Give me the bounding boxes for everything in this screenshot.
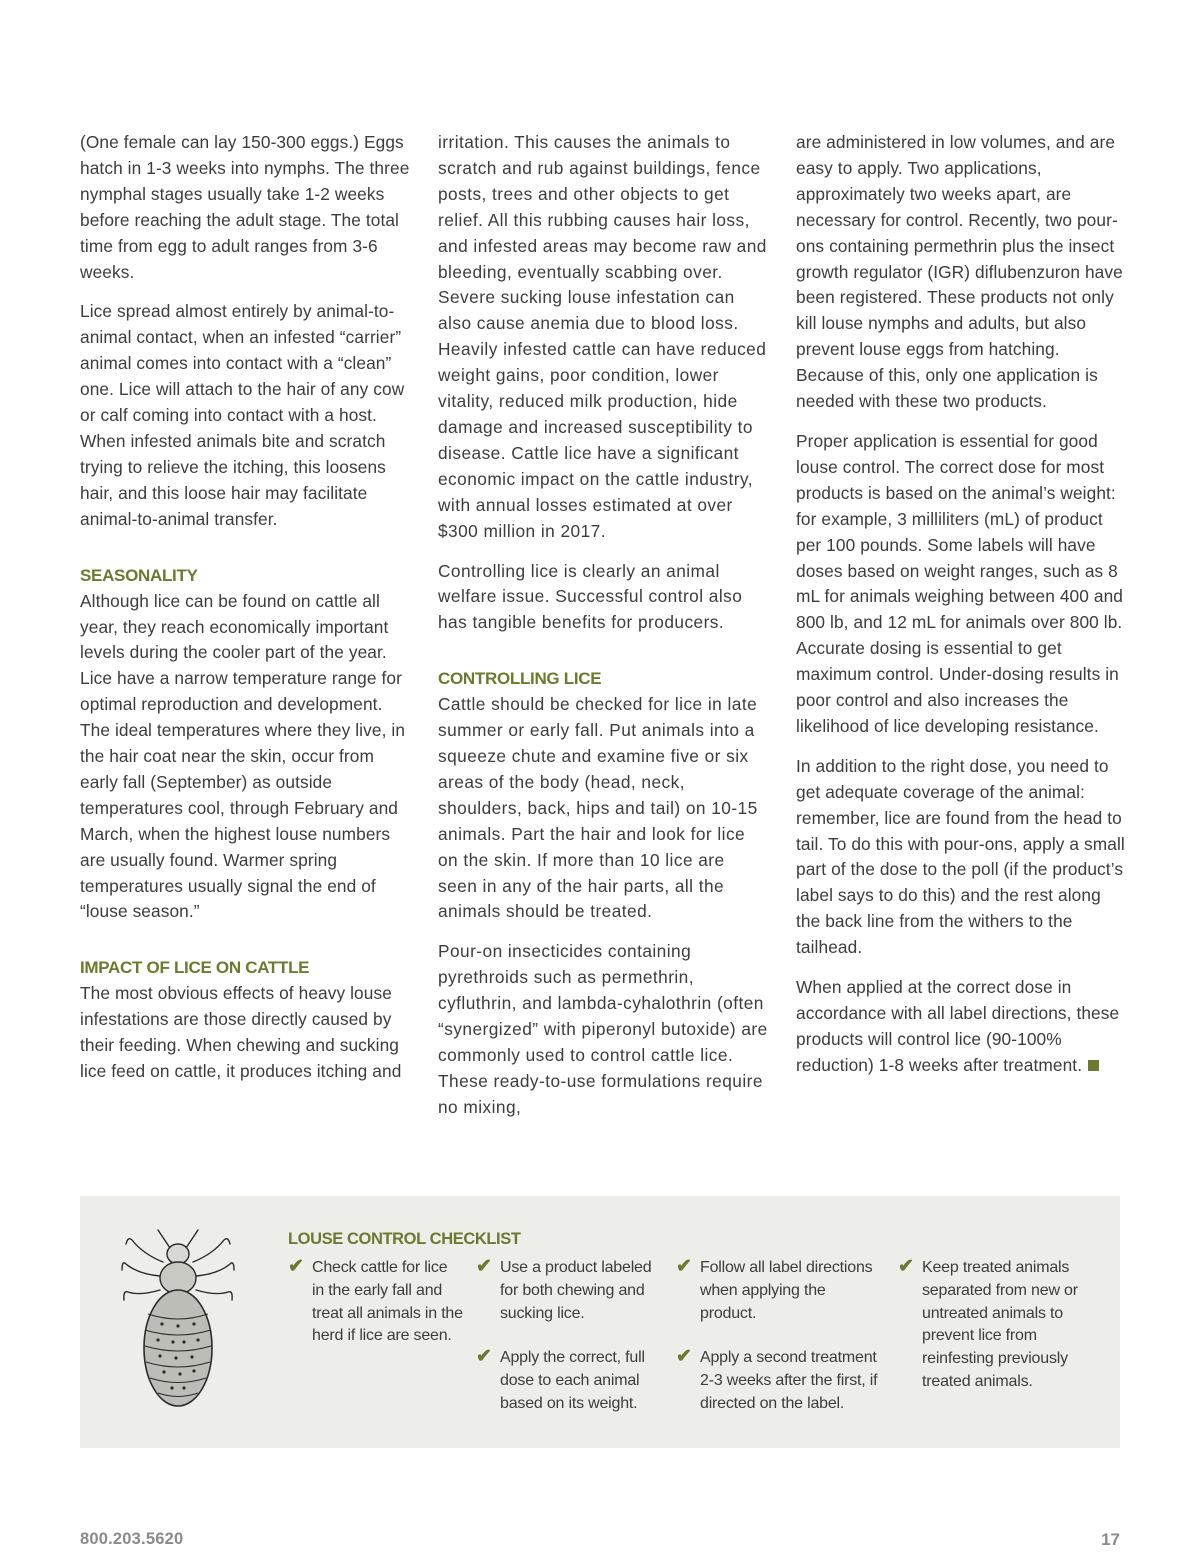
checklist-item-text: Follow all label directions when applying the product. xyxy=(700,1259,873,1322)
checklist-item-text: Keep treated animals separated from new or untreated animals to prevent lice from reinfesting previously treated animals. xyxy=(922,1259,1078,1390)
checkmark-icon: ✔ xyxy=(476,1346,492,1368)
checkmark-icon: ✔ xyxy=(288,1256,304,1277)
checklist-title: LOUSE CONTROL CHECKLIST xyxy=(288,1230,521,1248)
checklist-item-text: Use a product labeled for both chewing and sucking lice. xyxy=(500,1259,652,1322)
checkmark-icon: ✔ xyxy=(676,1256,692,1277)
paragraph: are administered in low volumes, and are easy to apply. Two applications, approximately two weeks apart, are necessary for control. Recently, two pour-ons containing permethrin plus the insect growth regulator (IGR) diflubenzuron have been registered. These products not only kill louse nymphs and adults, but also prevent louse eggs from hatching. Because of this, only one application is needed with these two products. xyxy=(796,132,1123,412)
page-number: 17 xyxy=(1101,1530,1120,1549)
section-heading-controlling: CONTROLLING LICE xyxy=(438,669,602,689)
paragraph: Pour-on insecticides containing pyrethroids such as permethrin, cyfluthrin, and lambda-cyhalothrin (often “synergized” with piperonyl butoxide) are commonly used to control cattle lice. These ready-to-use formulations require no mixing, xyxy=(438,941,768,1117)
checkmark-icon: ✔ xyxy=(676,1346,692,1368)
section-heading-seasonality: SEASONALITY xyxy=(80,565,198,585)
checklist-column-3 xyxy=(676,1257,886,1429)
footer-phone-number: 800.203.5620 xyxy=(80,1530,184,1548)
checklist-panel xyxy=(80,1196,1120,1448)
article-column-2 xyxy=(438,130,768,1135)
paragraph: Lice spread almost entirely by animal-to-animal contact, when an infested “carrier” animal comes into contact with a “clean” one. Lice will attach to the hair of any cow or calf coming into contact with a host. When infested animals bite and scratch trying to relieve the itching, this loosens hair, and this loose hair may facilitate animal-to-animal transfer. xyxy=(80,301,405,529)
paragraph: (One female can lay 150-300 eggs.) Eggs hatch in 1-3 weeks into nymphs. The three nymphal stages usually take 1-2 weeks before reaching the adult stage. The total time from egg to adult ranges from 3-6 weeks. xyxy=(80,132,410,282)
checklist-column-1 xyxy=(288,1257,463,1361)
paragraph: The most obvious effects of heavy louse infestations are those directly caused by their feeding. When chewing and sucking lice feed on cattle, it produces itching and xyxy=(80,983,402,1082)
paragraph: Proper application is essential for good louse control. The correct dose for most products is based on the animal’s weight: for example, 3 milliliters (mL) of product per 100 pounds. Some labels will have doses based on weight ranges, such as 8 mL for animals weighing between 400 and 800 lb, and 12 mL for animals over 800 lb. Accurate dosing is essential to get maximum control. Under-dosing results in poor control and also increases the likelihood of lice developing resistance. xyxy=(796,430,1124,736)
paragraph: In addition to the right dose, you need to get adequate coverage of the animal: remember, lice are found from the head to tail. To do this with pour-ons, apply a small part of the dose to the poll (if the product’s label says to do this) and the rest along the back line from the withers to the tailhead. xyxy=(796,755,1125,958)
section-heading-impact: IMPACT OF LICE ON CATTLE xyxy=(80,958,310,978)
article-column-3 xyxy=(796,130,1126,1093)
checklist-item xyxy=(676,1257,886,1325)
checklist-item xyxy=(476,1347,661,1415)
checklist-item-text: Apply the correct, full dose to each animal based on its weight. xyxy=(500,1349,645,1412)
paragraph: irritation. This causes the animals to scratch and rub against buildings, fence posts, trees and other objects to get relief. All this rubbing causes hair loss, and infested areas may become raw and bleeding, eventually scabbing over. Severe sucking louse infestation can also cause anemia due to blood loss. Heavily infested cattle can have reduced weight gains, poor condition, lower vitality, reduced milk production, hide damage and increased susceptibility to disease. Cattle lice have a significant economic impact on the cattle industry, with annual losses estimated at over $300 million in 2017. xyxy=(438,132,767,541)
paragraph-final xyxy=(796,975,1126,1079)
checklist-item xyxy=(676,1347,886,1415)
article-column-1 xyxy=(80,130,410,1099)
paragraph: Although lice can be found on cattle all year, they reach economically important levels during the cooler part of the year. Lice have a narrow temperature range for optimal reproduction and development. The ideal temperatures where they live, in the hair coat near the skin, occur from early fall (September) as outside temperatures cool, through February and March, when the highest louse numbers are usually found. Warmer spring temperatures usually signal the end of “louse season.” xyxy=(80,590,406,922)
louse-illustration-icon xyxy=(118,1226,238,1416)
checklist-item xyxy=(898,1257,1098,1394)
end-mark-icon xyxy=(1088,1060,1099,1071)
checklist-column-2 xyxy=(476,1257,661,1429)
checkmark-icon: ✔ xyxy=(898,1256,914,1277)
checklist-item-text: Check cattle for lice in the early fall and treat all animals in the herd if lice are seen. xyxy=(312,1259,463,1345)
checklist-column-4 xyxy=(898,1257,1098,1407)
checklist-item xyxy=(476,1257,661,1325)
checklist-item-text: Apply a second treatment 2-3 weeks after the first, if directed on the label. xyxy=(700,1349,878,1412)
checkmark-icon: ✔ xyxy=(476,1256,492,1277)
paragraph: Cattle should be checked for lice in late summer or early fall. Put animals into a squeeze chute and examine five or six areas of the body (head, neck, shoulders, back, hips and tail) on 10-15 animals. Part the hair and look for lice on the skin. If more than 10 lice are seen in any of the hair parts, all the animals should be treated. xyxy=(438,694,758,922)
paragraph: Controlling lice is clearly an animal welfare issue. Successful control also has tangible benefits for producers. xyxy=(438,560,743,633)
final-text: When applied at the correct dose in accordance with all label directions, these products will control lice (90-100% reduction) 1-8 weeks after treatment. xyxy=(796,977,1120,1075)
checklist-item xyxy=(288,1257,463,1348)
